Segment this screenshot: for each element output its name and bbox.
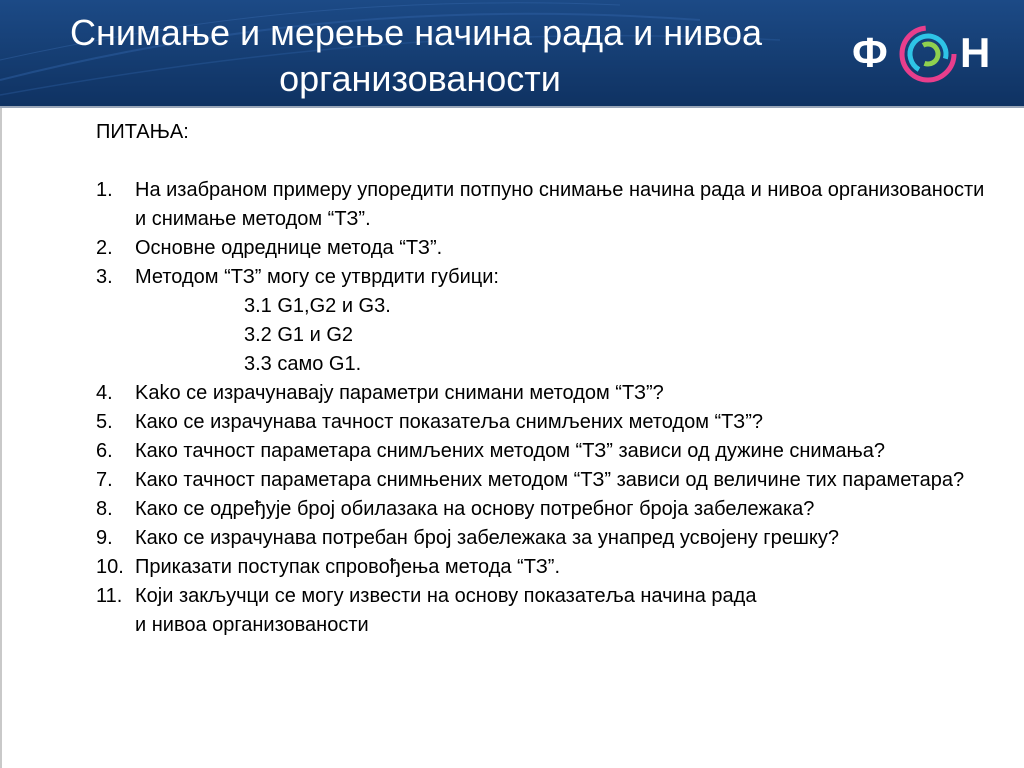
question-number: 2.: [96, 237, 113, 259]
question-item: [96, 176, 996, 234]
question-text: Kako се израчунавају параметри снимани методом “ТЗ”?: [135, 382, 664, 404]
question-text: Приказати поступак спровођења метода “ТЗ”.: [135, 556, 560, 578]
question-item: [96, 408, 996, 437]
slide-title: [0, 10, 840, 102]
question-number: 3.: [96, 266, 113, 288]
question-list-part-1: [96, 176, 996, 292]
questions-heading: ПИТАЊА:: [96, 121, 189, 143]
question-number: 5.: [96, 411, 113, 433]
sub-item-2: 3.2 G1 и G2: [244, 324, 354, 346]
sub-item-3: 3.3 само G1.: [244, 353, 362, 375]
question-11-continuation: и нивоа организованости: [135, 614, 369, 636]
question-number: 8.: [96, 498, 113, 520]
questions-body: [96, 118, 996, 640]
logo-letter-f: Ф: [852, 29, 888, 76]
question-text: Како се израчунава тачност показатеља снимљених методом “ТЗ”?: [135, 411, 764, 433]
question-item: [96, 263, 996, 292]
header-divider: [0, 106, 1024, 108]
question-item: [96, 553, 996, 582]
question-item: [96, 234, 996, 263]
question-number: 4.: [96, 382, 113, 404]
question-list-part-2: [96, 379, 996, 611]
question-number: 11.: [96, 585, 123, 607]
question-number: 6.: [96, 440, 113, 462]
question-text: Како се израчунава потребан број забележака за унапред усвојену грешку?: [135, 527, 839, 549]
logo-letter-n: Н: [960, 29, 991, 76]
question-text: Који закључци се могу извести на основу показатеља начина рада: [135, 585, 757, 607]
question-item: [96, 524, 996, 553]
slide-title-line-2: организованости: [279, 58, 561, 99]
concentric-circles-logo-icon: [896, 22, 960, 86]
slide-title-line-1: Снимање и мерење начина рада и нивоа: [69, 12, 763, 53]
question-item: [96, 437, 996, 466]
question-number: 1.: [96, 179, 113, 201]
question-text: На изабраном примеру упоредити потпуно снимање начина рада и нивоа организованости и снимање методом “ТЗ”.: [135, 179, 985, 230]
question-text: Како се одређује број обилазака на основу потребног броја забележака?: [135, 498, 815, 520]
question-number: 7.: [96, 469, 113, 491]
slide-header: [0, 0, 1024, 106]
question-text: Методом “ТЗ” могу се утврдити губици:: [135, 266, 499, 288]
question-text: Како тачност параметара снимњених методом “ТЗ” зависи од величине тих параметара?: [135, 469, 965, 491]
left-border-line: [0, 108, 2, 768]
question-item: [96, 466, 996, 495]
question-text: Како тачност параметара снимљених методом “ТЗ” зависи од дужине снимања?: [135, 440, 885, 462]
sub-item-1: 3.1 G1,G2 и G3.: [244, 295, 391, 317]
question-item: [96, 379, 996, 408]
question-number: 10.: [96, 556, 124, 578]
question-text: Основне одреднице метода “ТЗ”.: [135, 237, 443, 259]
question-item: [96, 495, 996, 524]
fon-logo: [850, 20, 1000, 90]
question-item: [96, 582, 996, 611]
question-number: 9.: [96, 527, 113, 549]
